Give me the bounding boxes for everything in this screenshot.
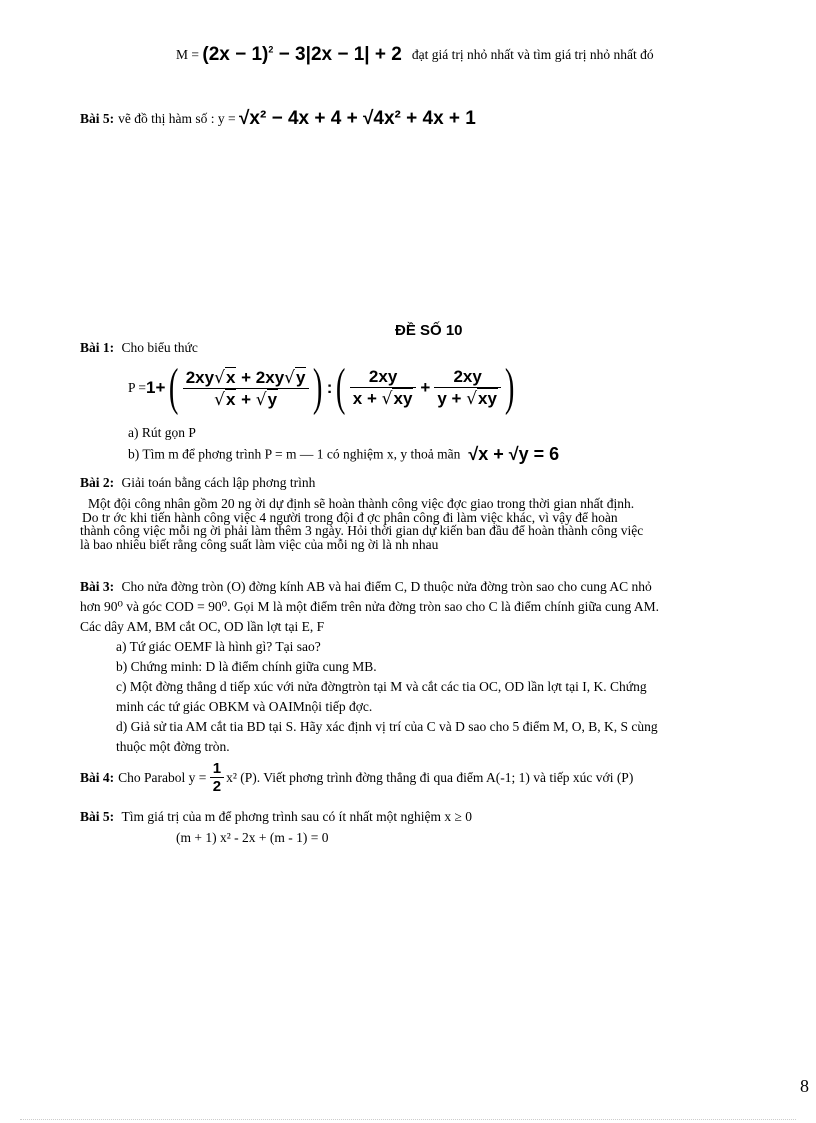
fraction-1-denominator: √x + √y: [214, 389, 278, 410]
bai4-frac-num: 1: [210, 760, 224, 778]
bai1-formula: [128, 355, 518, 421]
prev-bai5-text: vẽ đồ thị hàm số : y =: [118, 111, 239, 126]
bai3-item-d-cont: thuộc một đờng tròn.: [116, 739, 230, 754]
left-paren: (: [169, 359, 179, 416]
left-paren-2: (: [336, 359, 346, 416]
bai4-fraction: [210, 760, 224, 795]
bai3-item-d: d) Giả sử tia AM cắt tia BD tại S. Hãy xác định vị trí của C và D sao cho 5 điểm M, O, B, K, S cùng: [116, 719, 658, 734]
fraction-3-denominator: y + √xy: [437, 389, 497, 409]
page-number: 8: [800, 1076, 809, 1096]
fraction-1-numerator: 2xy√x + 2xy√y: [183, 367, 310, 389]
bai5-equation: (m + 1) x² - 2x + (m - 1) = 0: [176, 830, 329, 845]
bai1-label: Bài 1:: [80, 340, 115, 355]
prev-bai5-expr: √x² − 4x + 4 + √4x² + 4x + 1: [239, 108, 476, 129]
bai3-item-a: a) Tứ giác OEMF là hình gì? Tại sao?: [116, 639, 321, 654]
page-divider: [20, 1119, 796, 1120]
m-prefix: M =: [176, 47, 203, 62]
bai4-frac-den: 2: [212, 778, 222, 795]
bai3-label: Bài 3:: [80, 579, 115, 594]
m-expression-line: [176, 44, 654, 66]
bai4-label: Bài 4:: [80, 769, 115, 785]
bai2-line: là bao nhiêu biết rằng công suất làm việc của mỗi ng ời là nh nhau: [80, 536, 439, 552]
bai5-text: Tìm giá trị của m để phơng trình sau có ít nhất một nghiệm x ≥ 0: [121, 809, 473, 824]
bai5-label: Bài 5:: [80, 809, 115, 824]
bai2-line: Do tr ớc khi tiến hành công việc 4 người trong đội đ ợc phân công đi làm việc khác, vì vậy để hoàn: [82, 509, 618, 525]
right-paren-2: ): [504, 359, 515, 416]
fraction-3-numerator: 2xy: [434, 367, 501, 388]
bai2-line: Một đội công nhân gồm 20 ng ời dự định sẽ hoàn thành công việc đợc giao trong thời gian nhất định.: [88, 496, 635, 511]
bai1-item-b-line: [128, 444, 559, 465]
fraction-2-denominator: x + √xy: [352, 389, 413, 409]
bai2-line: thành công việc mỗi ng ời phải làm thêm 3 ngày. Hỏi thời gian dự kiến ban đầu để hoàn thành công việc: [80, 523, 644, 538]
fraction-1: [183, 367, 310, 410]
bai3-line-1: [80, 578, 652, 596]
bai2-intro-line: [80, 474, 315, 492]
division-sign: :: [326, 378, 333, 397]
bai4-line: [80, 760, 633, 795]
bai3-item-c-cont: minh các tứ giác OBKM và OAIMnội tiếp đợc.: [116, 699, 373, 714]
fraction-2: [350, 367, 417, 409]
bai2-intro: Giải toán bằng cách lập phơng trình: [121, 475, 316, 490]
bai3-line-2: hơn 90⁰ và góc COD = 90⁰. Gọi M là một điểm trên nửa đờng tròn sao cho C là điểm chính giữa cung AM.: [80, 599, 660, 614]
prev-bai5-label: Bài 5:: [80, 111, 115, 126]
bai1-item-a: a) Rút gọn P: [128, 425, 196, 440]
bai4-text-b: x² (P). Viết phơng trình đờng thẳng đi qua điểm A(-1; 1) và tiếp xúc với (P): [226, 769, 634, 785]
section-title: ĐỀ SỐ 10: [395, 322, 463, 339]
bai1-p-prefix: P =: [128, 380, 146, 395]
right-paren: ): [313, 359, 323, 416]
prev-bai5-line: [80, 108, 476, 130]
m-suffix: đạt giá trị nhỏ nhất và tìm giá trị nhỏ nhất đó: [411, 47, 654, 62]
bai2-label: Bài 2:: [80, 475, 115, 490]
bai1-item-b-expr: √x + √y = 6: [468, 444, 560, 464]
bai1-item-b: b) Tìm m để phơng trình P = m — 1 có nghiệm x, y thoả mãn: [128, 446, 461, 462]
bai1-intro: Cho biểu thức: [121, 340, 198, 355]
bai5-line: [80, 808, 472, 826]
bai3-text: Cho nửa đờng tròn (O) đờng kính AB và hai điểm C, D thuộc nửa đờng tròn sao cho cung AC nhỏ: [121, 579, 652, 594]
formula-one-plus: 1+: [146, 378, 166, 397]
m-expr-sup: 2: [268, 44, 274, 55]
m-expr-a: (2x − 1): [202, 44, 269, 65]
bai2-paragraph: [80, 497, 643, 551]
bai3-line-3: Các dây AM, BM cắt OC, OD lần lợt tại E, F: [80, 619, 325, 634]
fraction-2-numerator: 2xy: [350, 367, 417, 388]
fraction-3: [434, 367, 501, 409]
bai3-item-b: b) Chứng minh: D là điểm chính giữa cung MB.: [116, 659, 377, 674]
plus-sign: +: [420, 378, 431, 397]
bai4-text-a: Cho Parabol y =: [118, 769, 210, 785]
m-expr-b: − 3|2x − 1| + 2: [273, 44, 402, 65]
bai3-item-c: c) Một đờng thẳng d tiếp xúc với nửa đờngtròn tại M và cắt các tia OC, OD lần lợt tại I, K. Chứng: [116, 679, 647, 694]
